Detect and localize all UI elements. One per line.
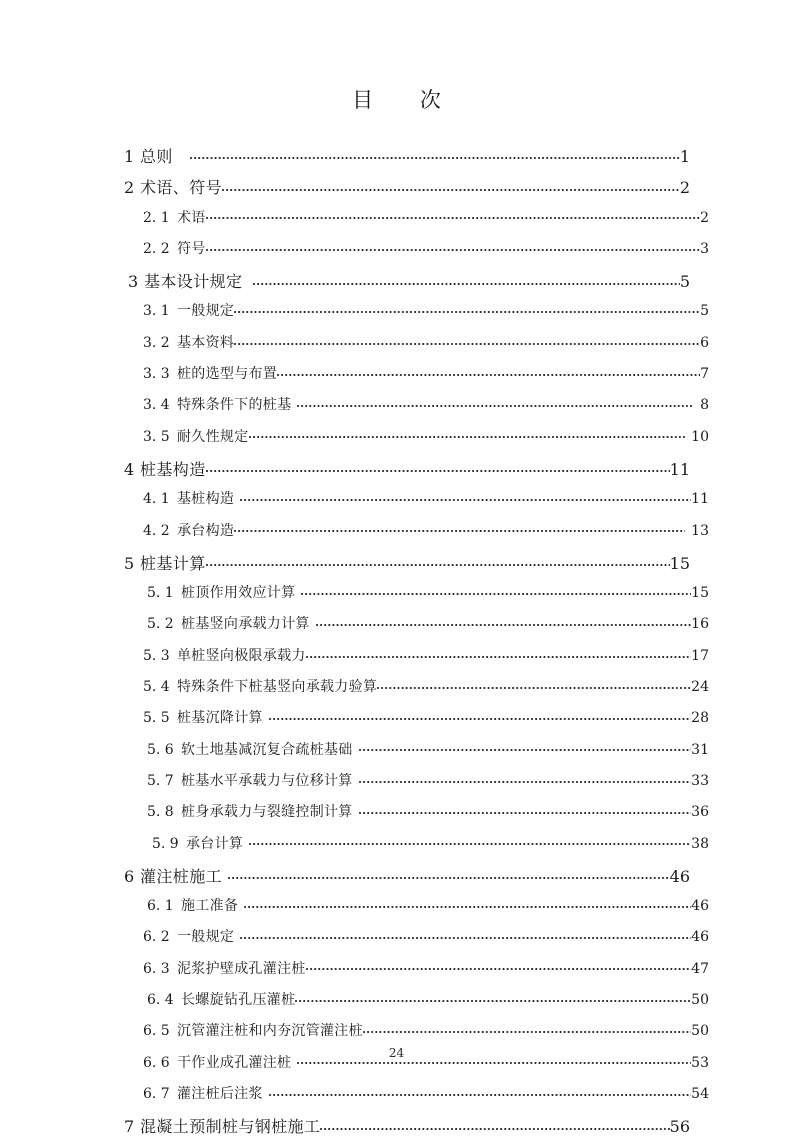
toc-dot-leader [277, 364, 700, 378]
toc-entry-number: 3. 1 [143, 303, 170, 320]
toc-entry-page-number: 50 [691, 992, 709, 1009]
toc-entry[interactable] [118, 613, 709, 644]
toc-dot-leader [206, 553, 670, 569]
toc-entry-number: 5. 4 [143, 679, 170, 696]
toc-entry-title: 干作业成孔灌注桩 [177, 1054, 292, 1071]
toc-entry-number: 5. 5 [143, 710, 170, 727]
toc-dot-leader [269, 708, 691, 722]
toc-entry[interactable] [118, 363, 709, 394]
toc-entry-title: 施工准备 [181, 898, 239, 915]
toc-entry-number: 2 [124, 178, 135, 198]
toc-entry[interactable] [118, 144, 690, 175]
toc-entry-page-number: 31 [691, 741, 709, 758]
toc-entry[interactable] [118, 801, 709, 832]
toc-entry-title: 一般规定 [177, 303, 235, 320]
toc-entry-page-number: 5 [700, 303, 709, 320]
toc-entry-page-number: 2 [679, 178, 690, 198]
toc-entry-title: 长螺旋钻孔压灌桩 [181, 992, 296, 1009]
toc-entry[interactable] [118, 269, 690, 300]
toc-entry-page-number: 38 [691, 835, 709, 852]
toc-dot-leader [301, 583, 691, 597]
toc-dot-leader [359, 771, 692, 785]
toc-entry[interactable] [118, 457, 690, 488]
toc-dot-leader [228, 866, 670, 882]
toc-entry-page-number: 17 [691, 647, 709, 664]
toc-entry-page-number: 6 [700, 334, 709, 351]
toc-entry[interactable] [118, 488, 709, 519]
toc-dot-leader [206, 239, 700, 253]
toc-dot-leader [206, 459, 670, 475]
toc-entry[interactable] [118, 426, 709, 457]
toc-entry[interactable] [118, 551, 690, 582]
table-of-contents [118, 144, 709, 1146]
toc-entry-page-number: 10 [691, 428, 709, 445]
toc-entry-page-number: 46 [691, 898, 709, 915]
toc-entry-number: 5. 9 [152, 835, 179, 852]
toc-entry[interactable] [118, 864, 690, 895]
toc-dot-leader [244, 896, 691, 910]
toc-entry-number: 1 [124, 147, 135, 166]
toc-dot-leader [234, 521, 685, 535]
toc-entry-title: 单桩竖向极限承载力 [177, 647, 306, 664]
toc-entry-page-number: 53 [691, 1054, 709, 1071]
toc-entry[interactable] [118, 175, 690, 206]
toc-entry-page-number: 46 [691, 929, 709, 946]
toc-entry-number: 6. 6 [143, 1054, 170, 1071]
toc-entry-number: 5. 2 [147, 616, 174, 633]
toc-dot-leader [249, 834, 691, 848]
toc-entry-title: 术语 [177, 209, 206, 226]
toc-entry[interactable] [118, 300, 709, 331]
toc-entry-title: 桩基计算 [140, 553, 206, 573]
toc-entry-title: 特殊条件下桩基竖向承载力验算 [177, 679, 378, 696]
toc-dot-leader [320, 1116, 669, 1132]
toc-entry-number: 6 [124, 866, 135, 886]
toc-dot-leader [253, 271, 679, 287]
toc-dot-leader [234, 301, 700, 315]
toc-entry[interactable] [118, 1083, 709, 1114]
toc-entry[interactable] [118, 676, 709, 707]
toc-entry-number: 3 [128, 272, 139, 292]
toc-entry-number: 3. 2 [143, 334, 170, 351]
toc-entry-number: 4 [124, 459, 135, 479]
toc-entry[interactable] [118, 645, 709, 676]
toc-entry[interactable] [118, 1114, 690, 1145]
toc-entry-number: 5. 6 [147, 741, 174, 758]
toc-entry-title: 混凝土预制桩与钢桩施工 [140, 1117, 321, 1137]
toc-entry[interactable] [118, 926, 709, 957]
toc-dot-leader [363, 1021, 691, 1035]
toc-entry-number: 6. 4 [147, 992, 174, 1009]
toc-entry-number: 2. 2 [143, 240, 170, 257]
toc-entry-page-number: 13 [691, 522, 709, 539]
toc-entry-page-number: 33 [691, 772, 709, 789]
toc-dot-leader [234, 333, 700, 347]
footer-page-number: 24 [388, 1046, 405, 1060]
toc-entry-page-number: 5 [679, 272, 690, 292]
toc-entry[interactable] [118, 238, 709, 269]
toc-entry-number: 3. 4 [143, 397, 170, 414]
toc-entry-number: 6. 5 [143, 1023, 170, 1040]
toc-entry[interactable] [118, 895, 709, 926]
page-title: 目 次 [352, 88, 461, 112]
toc-dot-leader [359, 740, 692, 754]
toc-entry-page-number: 8 [700, 397, 709, 414]
toc-entry-number: 4. 2 [143, 522, 170, 539]
toc-entry-number: 5 [124, 553, 135, 573]
toc-entry[interactable] [118, 207, 709, 238]
toc-entry-title: 灌注桩后注浆 [177, 1085, 263, 1102]
toc-entry-title: 沉管灌注桩和内夯沉管灌注桩 [177, 1023, 363, 1040]
toc-entry-title: 桩顶作用效应计算 [181, 585, 296, 602]
toc-dot-leader [297, 395, 694, 409]
toc-entry-title: 桩基构造 [140, 459, 206, 479]
toc-entry[interactable] [118, 833, 709, 864]
toc-entry-page-number: 28 [691, 710, 709, 727]
toc-entry-title: 泥浆护壁成孔灌注桩 [177, 960, 306, 977]
toc-entry-page-number: 1 [679, 147, 690, 166]
toc-entry[interactable] [118, 739, 709, 770]
toc-entry-title: 承台计算 [186, 835, 244, 852]
toc-dot-leader [295, 990, 691, 1004]
toc-dot-leader [316, 614, 691, 628]
toc-entry-title: 桩的选型与布置 [177, 366, 278, 383]
toc-entry-number: 5. 8 [147, 804, 174, 821]
toc-dot-leader [306, 646, 691, 660]
toc-entry-number: 3. 5 [143, 428, 170, 445]
toc-entry-title: 桩基水平承载力与位移计算 [181, 772, 353, 789]
toc-entry-page-number: 15 [691, 585, 709, 602]
toc-entry-title: 耐久性规定 [177, 428, 249, 445]
toc-entry[interactable] [118, 582, 709, 613]
toc-dot-leader [206, 208, 700, 222]
toc-entry-number: 7 [124, 1117, 135, 1137]
toc-entry-page-number: 46 [669, 866, 690, 886]
toc-entry-title: 桩基沉降计算 [177, 710, 263, 727]
toc-entry-page-number: 24 [691, 679, 709, 696]
toc-dot-leader [190, 146, 680, 162]
toc-entry-page-number: 54 [691, 1085, 709, 1102]
toc-entry-number: 2. 1 [143, 209, 170, 226]
toc-entry-number: 5. 1 [147, 585, 174, 602]
toc-entry-page-number: 7 [700, 366, 709, 383]
toc-entry-number: 6. 2 [143, 929, 170, 946]
toc-entry-title: 承台构造 [177, 522, 235, 539]
toc-entry-title: 特殊条件下的桩基 [177, 397, 292, 414]
toc-dot-leader [269, 1084, 691, 1098]
toc-entry-page-number: 16 [691, 616, 709, 633]
toc-entry-title: 基本资料 [177, 334, 235, 351]
toc-entry-title: 基本设计规定 [144, 272, 243, 292]
toc-entry[interactable] [118, 958, 709, 989]
toc-dot-leader [240, 489, 691, 503]
toc-dot-leader [306, 959, 691, 973]
toc-entry[interactable] [118, 394, 709, 425]
toc-entry-title: 桩基竖向承载力计算 [181, 616, 310, 633]
toc-entry-title: 桩身承载力与裂缝控制计算 [181, 804, 353, 821]
toc-entry[interactable] [118, 707, 709, 738]
toc-entry-title: 基桩构造 [177, 491, 235, 508]
toc-dot-leader [249, 427, 686, 441]
toc-dot-leader [240, 927, 691, 941]
toc-entry-page-number: 3 [700, 240, 709, 257]
toc-entry-page-number: 50 [691, 1023, 709, 1040]
toc-entry[interactable] [118, 770, 709, 801]
toc-entry-number: 6. 3 [143, 960, 170, 977]
toc-dot-leader [359, 802, 692, 816]
toc-entry-number: 3. 3 [143, 366, 170, 383]
toc-entry[interactable] [118, 989, 709, 1020]
toc-entry-number: 4. 1 [143, 491, 170, 508]
toc-entry-page-number: 36 [691, 804, 709, 821]
toc-entry-page-number: 56 [669, 1117, 690, 1137]
toc-entry-page-number: 47 [691, 960, 709, 977]
toc-entry-title: 一般规定 [177, 929, 235, 946]
toc-entry-title: 符号 [177, 240, 206, 257]
toc-entry[interactable] [118, 332, 709, 363]
toc-entry-number: 5. 7 [147, 772, 174, 789]
toc-dot-leader [377, 677, 691, 691]
toc-entry-page-number: 15 [669, 553, 690, 573]
toc-entry-title: 灌注桩施工 [140, 866, 223, 886]
toc-entry-page-number: 11 [669, 459, 690, 479]
toc-dot-leader [222, 177, 680, 193]
toc-entry-number: 6. 7 [143, 1085, 170, 1102]
toc-entry-page-number: 11 [691, 491, 709, 508]
toc-entry-title: 软土地基减沉复合疏桩基础 [181, 741, 353, 758]
toc-entry[interactable] [118, 520, 709, 551]
toc-entry-title: 术语、符号 [140, 178, 223, 198]
toc-entry-number: 6. 1 [147, 898, 174, 915]
toc-entry-title: 总则 [140, 147, 173, 166]
toc-entry-page-number: 2 [700, 209, 709, 226]
toc-entry-number: 5. 3 [143, 647, 170, 664]
